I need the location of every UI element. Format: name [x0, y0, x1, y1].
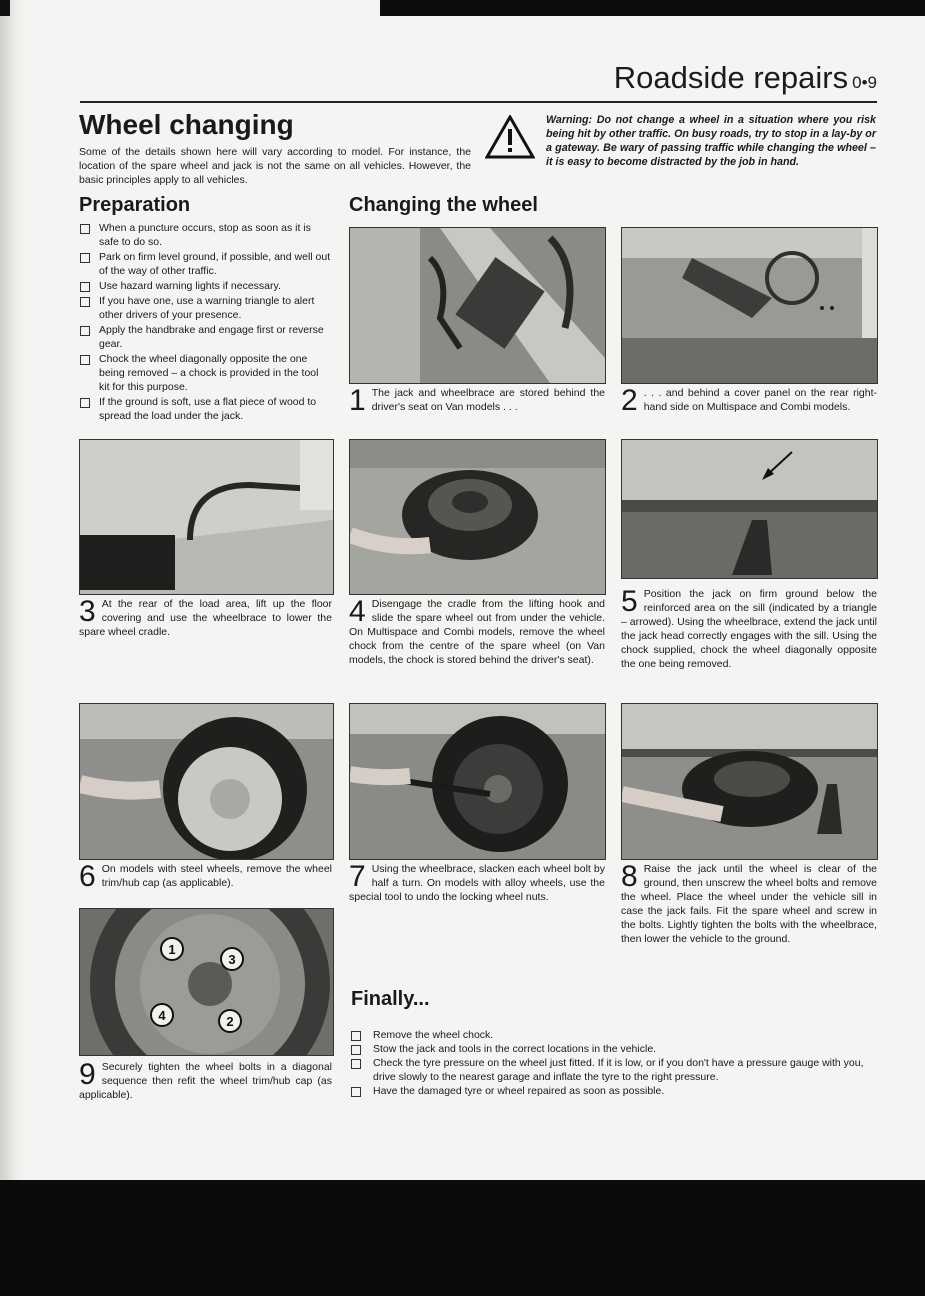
- bottom-black-band: [0, 1180, 925, 1296]
- step-6-caption: 6 On models with steel wheels, remove the wheel trim/hub cap (as applicable).: [79, 860, 332, 893]
- step-3-caption: 3 At the rear of the load area, lift up the floor covering and use the wheelbrace to lower the spare wheel cradle.: [79, 595, 332, 638]
- list-item: Use hazard warning lights if necessary.: [79, 279, 331, 293]
- checkbox-icon: [80, 355, 90, 365]
- preparation-list: [79, 221, 331, 424]
- list-item: Check the tyre pressure on the wheel just fitted. If it is low, or if you don't have a pressure gauge with you, drive slowly to the nearest garage and inflate the tyre to the right pressure.: [351, 1056, 881, 1084]
- list-item: If the ground is soft, use a flat piece of wood to spread the load under the jack.: [79, 395, 331, 423]
- step-number: 1: [349, 384, 366, 417]
- step-4-photo: [349, 439, 606, 595]
- checkbox-icon: [351, 1045, 361, 1055]
- intro-text: Some of the details shown here will vary according to model. For instance, the location of the spare wheel and jack is not the same on all vehicles. However, the basic principles apply to all vehicles.: [79, 146, 471, 186]
- list-item: Have the damaged tyre or wheel repaired as soon as possible.: [351, 1084, 881, 1098]
- step-1-photo: [349, 227, 606, 384]
- list-item: If you have one, use a warning triangle to alert other drivers of your presence.: [79, 294, 331, 322]
- page-number: 0•9: [852, 73, 877, 92]
- page-header: [614, 60, 877, 96]
- checkbox-icon: [351, 1031, 361, 1041]
- checkbox-icon: [80, 282, 90, 292]
- step-5-caption: 5 Position the jack on firm ground below the reinforced area on the sill (indicated by a triangle – arrowed). Using the wheelbrace, extend the jack until the jack head correctly engages with the sill. Using the chock supplied, chock the wheel diagonally opposite the one being removed.: [621, 585, 877, 670]
- step-number: 3: [79, 595, 96, 628]
- step-number: 5: [621, 585, 638, 618]
- list-item: Park on firm level ground, if possible, and well out of the way of other traffic.: [79, 250, 331, 278]
- bolt-label: 1: [168, 942, 176, 957]
- list-item: When a puncture occurs, stop as soon as it is safe to do so.: [79, 221, 331, 249]
- step-number: 9: [79, 1058, 96, 1091]
- step-1-caption: 1 The jack and wheelbrace are stored behind the driver's seat on Van models . . .: [349, 384, 605, 417]
- step-6-photo: [79, 703, 334, 860]
- top-left-marker: [0, 0, 10, 16]
- step-8-caption: 8 Raise the jack until the wheel is clear of the ground, then unscrew the wheel bolts and remove the wheel. Place the wheel under the vehicle sill in case the jack fails. Fit the spare wheel and screw in the bolts. Lightly tighten the bolts with the wheelbrace, then lower the vehicle to the ground.: [621, 860, 877, 945]
- step-2-caption: 2 . . . and behind a cover panel on the rear right-hand side on Multispace and Combi models.: [621, 384, 877, 417]
- top-black-bar: [380, 0, 925, 16]
- step-4-caption: 4 Disengage the cradle from the lifting hook and slide the spare wheel out from under the vehicle. On Multispace and Combi models, remove the wheel chock from the centre of the spare wheel (on Van models, the chock is stored behind the driver's seat).: [349, 595, 605, 666]
- step-7-photo: [349, 703, 606, 860]
- step-number: 2: [621, 384, 638, 417]
- step-7-caption: 7 Using the wheelbrace, slacken each wheel bolt by half a turn. On models with alloy wheels, use the special tool to undo the locking wheel nuts.: [349, 860, 605, 903]
- page-title: Wheel changing: [79, 109, 294, 140]
- checkbox-icon: [351, 1087, 361, 1097]
- checkbox-icon: [80, 398, 90, 408]
- step-5-photo: [621, 439, 878, 579]
- section-title: Roadside repairs: [613, 60, 849, 95]
- step-2-photo: [621, 227, 878, 384]
- list-item: Chock the wheel diagonally opposite the one being removed – a chock is provided in the tool kit for this purpose.: [79, 352, 331, 394]
- step-9-photo: [79, 908, 334, 1056]
- page-spine-shadow: [0, 0, 26, 1296]
- preparation-heading: Preparation: [79, 194, 191, 216]
- list-item: Apply the handbrake and engage first or reverse gear.: [79, 323, 331, 351]
- step-number: 6: [79, 860, 96, 893]
- checkbox-icon: [80, 297, 90, 307]
- header-rule: [80, 101, 877, 103]
- step-3-photo: [79, 439, 334, 595]
- list-item: Remove the wheel chock.: [351, 1028, 881, 1042]
- finally-list: [351, 1028, 881, 1098]
- step-number: 8: [621, 860, 638, 893]
- bolt-label: 4: [158, 1008, 166, 1023]
- checkbox-icon: [80, 224, 90, 234]
- step-number: 7: [349, 860, 366, 893]
- step-number: 4: [349, 595, 366, 628]
- changing-heading: Changing the wheel: [349, 194, 538, 216]
- list-item: Stow the jack and tools in the correct locations in the vehicle.: [351, 1042, 881, 1056]
- checkbox-icon: [351, 1059, 361, 1069]
- bolt-label: 3: [228, 952, 236, 967]
- finally-heading: Finally...: [351, 988, 430, 1010]
- checkbox-icon: [80, 253, 90, 263]
- checkbox-icon: [80, 326, 90, 336]
- warning-triangle-icon: [485, 115, 535, 159]
- warning-text: Warning: Do not change a wheel in a situation where you risk being hit by other traffic. On busy roads, try to stop in a lay-by or a gateway. Be wary of passing traffic while changing the wheel – it is easy to become distracted by the job in hand.: [546, 114, 876, 168]
- step-8-photo: [621, 703, 878, 860]
- bolt-label: 2: [226, 1014, 234, 1029]
- step-9-caption: 9 Securely tighten the wheel bolts in a diagonal sequence then refit the wheel trim/hub cap (as applicable).: [79, 1058, 332, 1101]
